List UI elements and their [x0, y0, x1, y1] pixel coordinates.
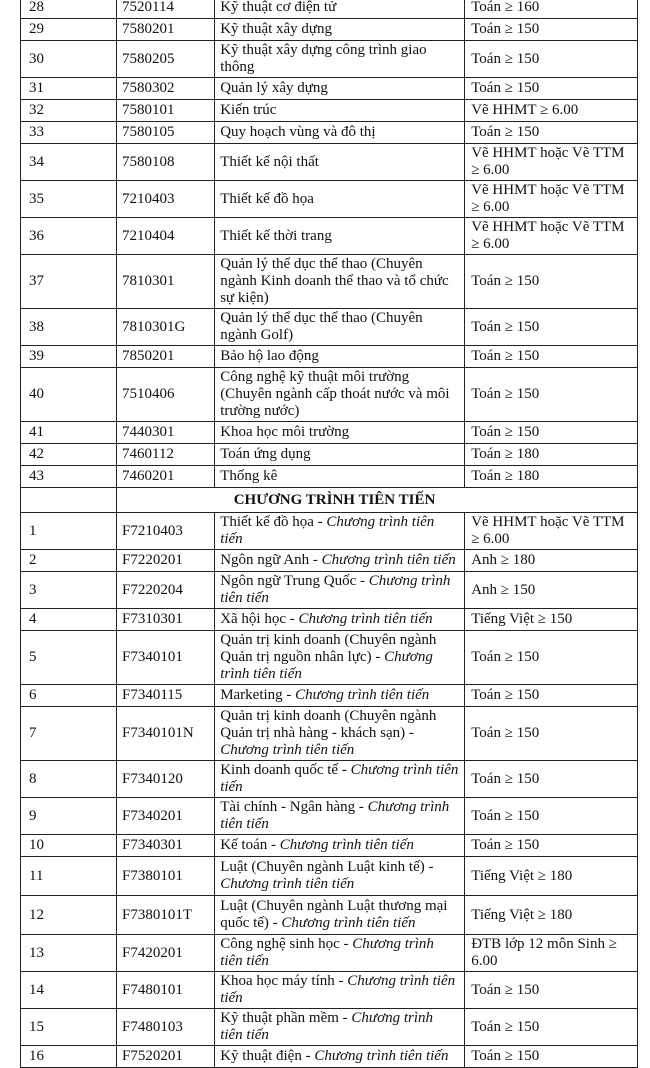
row-number: 33 [21, 122, 117, 144]
table-row [21, 572, 638, 609]
table-body-advanced [21, 513, 638, 1068]
major-code: F7220204 [117, 572, 215, 609]
major-name-text: Thiết kế nội thất [220, 153, 319, 170]
table-row [21, 835, 638, 857]
table-row [21, 896, 638, 935]
table-body-standard [21, 0, 638, 488]
table-row [21, 707, 638, 761]
row-number: 9 [21, 798, 117, 835]
row-number: 2 [21, 550, 117, 572]
major-code: 7510406 [117, 368, 215, 422]
major-code: F7380101 [117, 857, 215, 896]
admission-requirement: Vẽ HHMT hoặc Vẽ TTM ≥ 6.00 [465, 513, 638, 550]
table-row [21, 181, 638, 218]
row-number: 6 [21, 685, 117, 707]
major-name [215, 896, 465, 935]
major-code: F7210403 [117, 513, 215, 550]
table-section-advanced [21, 488, 638, 513]
row-number: 11 [21, 857, 117, 896]
major-name [215, 368, 465, 422]
major-name-text: Kỹ thuật xây dựng công trình giao thông [220, 42, 427, 75]
admission-requirement: Tiếng Việt ≥ 180 [465, 896, 638, 935]
major-name [215, 181, 465, 218]
major-name-text: Marketing - [220, 687, 296, 703]
major-name-text: Thiết kế đồ họa - [220, 514, 327, 530]
major-name [215, 19, 465, 41]
admission-requirement: Toán ≥ 150 [465, 368, 638, 422]
admission-requirement: Toán ≥ 150 [465, 346, 638, 368]
table-row [21, 19, 638, 41]
major-code: F7340201 [117, 798, 215, 835]
table-row [21, 368, 638, 422]
row-number: 8 [21, 761, 117, 798]
admission-requirement: Toán ≥ 150 [465, 798, 638, 835]
table-row [21, 100, 638, 122]
row-number: 43 [21, 466, 117, 488]
row-number: 35 [21, 181, 117, 218]
table-row [21, 466, 638, 488]
table-row [21, 972, 638, 1009]
major-name [215, 857, 465, 896]
major-name-text: Kiến trúc [220, 102, 277, 118]
major-name [215, 0, 465, 19]
admission-requirement: Vẽ HHMT hoặc Vẽ TTM ≥ 6.00 [465, 181, 638, 218]
major-name [215, 835, 465, 857]
major-name-text: Kỹ thuật xây dựng [220, 21, 333, 37]
program-label: Chương trình tiên tiến [220, 876, 355, 892]
major-name-text: Ngôn ngữ Trung Quốc - [220, 573, 369, 589]
major-name-text: Công nghệ kỹ thuật môi trường (Chuyên ngành cấp thoát nước và môi trường nước) [220, 369, 450, 419]
admission-requirement: Toán ≥ 150 [465, 707, 638, 761]
major-code: 7810301 [117, 255, 215, 309]
major-name [215, 122, 465, 144]
table-row [21, 41, 638, 78]
major-name-text: Công nghệ sinh học - [220, 936, 353, 952]
row-number: 38 [21, 309, 117, 346]
row-number: 29 [21, 19, 117, 41]
major-name [215, 422, 465, 444]
admission-requirement: Anh ≥ 180 [465, 550, 638, 572]
major-name-text: Quản trị kinh doanh (Chuyên ngành Quản trị nguồn nhân lực) - [220, 632, 437, 665]
row-number: 4 [21, 609, 117, 631]
major-name [215, 218, 465, 255]
table-row [21, 346, 638, 368]
major-code: F7520201 [117, 1046, 215, 1068]
major-name-text: Khoa học máy tính - [220, 973, 348, 989]
admission-requirement: Toán ≥ 150 [465, 1009, 638, 1046]
admission-requirement: Vẽ HHMT hoặc Vẽ TTM ≥ 6.00 [465, 218, 638, 255]
major-code: F7480103 [117, 1009, 215, 1046]
admission-requirement: Toán ≥ 150 [465, 631, 638, 685]
table-row [21, 78, 638, 100]
major-name [215, 550, 465, 572]
major-name [215, 609, 465, 631]
admission-requirement: Toán ≥ 160 [465, 0, 638, 19]
major-name [215, 466, 465, 488]
major-code: F7480101 [117, 972, 215, 1009]
major-code: 7520114 [117, 0, 215, 19]
program-label: Chương trình tiên tiến [220, 973, 456, 1006]
major-name [215, 761, 465, 798]
admission-requirement: Toán ≥ 150 [465, 78, 638, 100]
major-name [215, 572, 465, 609]
major-code: 7460112 [117, 444, 215, 466]
table-row [21, 1046, 638, 1068]
major-code: 7440301 [117, 422, 215, 444]
program-label: Chương trình tiên tiến [298, 611, 433, 627]
program-label: Chương trình tiên tiến [220, 1010, 434, 1043]
row-number: 28 [21, 0, 117, 19]
major-name [215, 1046, 465, 1068]
major-name-text: Kế toán - [220, 837, 280, 853]
major-name-text: Ngôn ngữ Anh - [220, 552, 322, 568]
row-number: 16 [21, 1046, 117, 1068]
major-name-text: Quản lý thể dục thể thao (Chuyên ngành Golf) [220, 310, 423, 343]
program-label: Chương trình tiên tiến [295, 687, 430, 703]
major-code: F7340101N [117, 707, 215, 761]
major-code: F7340101 [117, 631, 215, 685]
major-code: 7580205 [117, 41, 215, 78]
admission-requirement: Vẽ HHMT ≥ 6.00 [465, 100, 638, 122]
major-name-text: Kỹ thuật cơ điện tử [220, 0, 337, 15]
major-name-text: Khoa học môi trường [220, 424, 350, 440]
major-name [215, 513, 465, 550]
row-number: 12 [21, 896, 117, 935]
major-name-text: Kinh doanh quốc tế - [220, 762, 351, 778]
row-number: 5 [21, 631, 117, 685]
admission-table [20, 0, 638, 1068]
admission-requirement: Toán ≥ 150 [465, 122, 638, 144]
table-row [21, 218, 638, 255]
major-code: 7210403 [117, 181, 215, 218]
row-number: 30 [21, 41, 117, 78]
row-number: 3 [21, 572, 117, 609]
admission-requirement: Toán ≥ 150 [465, 255, 638, 309]
admission-requirement: Toán ≥ 180 [465, 444, 638, 466]
major-code: 7580108 [117, 144, 215, 181]
row-number: 31 [21, 78, 117, 100]
major-name-text: Bảo hộ lao động [220, 348, 319, 364]
table-row [21, 422, 638, 444]
major-code: F7420201 [117, 935, 215, 972]
major-code: 7810301G [117, 309, 215, 346]
table-row [21, 761, 638, 798]
major-code: 7580101 [117, 100, 215, 122]
major-code: 7460201 [117, 466, 215, 488]
row-number: 32 [21, 100, 117, 122]
table-row [21, 550, 638, 572]
admission-requirement: Anh ≥ 150 [465, 572, 638, 609]
major-name [215, 100, 465, 122]
admission-requirement: Vẽ HHMT hoặc Vẽ TTM ≥ 6.00 [465, 144, 638, 181]
major-code: F7340301 [117, 835, 215, 857]
program-label: Chương trình tiên tiến [220, 649, 433, 682]
program-label: Chương trình tiên tiến [220, 514, 435, 547]
table-row [21, 144, 638, 181]
row-number: 41 [21, 422, 117, 444]
major-code: 7580201 [117, 19, 215, 41]
program-label: Chương trình tiên tiến [220, 762, 459, 795]
admission-requirement: Tiếng Việt ≥ 150 [465, 609, 638, 631]
admission-requirement: Tiếng Việt ≥ 180 [465, 857, 638, 896]
table-row [21, 857, 638, 896]
admission-requirement: Toán ≥ 150 [465, 41, 638, 78]
major-name-text: Luật (Chuyên ngành Luật thương mại quốc tế) - [220, 898, 448, 931]
program-label: Chương trình tiên tiến [279, 837, 414, 853]
major-name [215, 631, 465, 685]
major-code: F7310301 [117, 609, 215, 631]
table-row [21, 798, 638, 835]
admission-requirement: Toán ≥ 150 [465, 309, 638, 346]
admission-requirement: Toán ≥ 150 [465, 422, 638, 444]
major-name-text: Quản trị kinh doanh (Chuyên ngành Quản trị nhà hàng - khách sạn) - [220, 708, 437, 741]
table-row [21, 609, 638, 631]
program-label: Chương trình tiên tiến [220, 936, 434, 969]
major-name [215, 309, 465, 346]
major-name-text: Quy hoạch vùng và đô thị [220, 124, 376, 140]
row-number: 36 [21, 218, 117, 255]
major-name [215, 707, 465, 761]
table-row [21, 1009, 638, 1046]
major-name-text: Kỹ thuật phần mềm - [220, 1010, 352, 1026]
section-header-blank [21, 488, 117, 513]
row-number: 13 [21, 935, 117, 972]
table-row [21, 309, 638, 346]
row-number: 37 [21, 255, 117, 309]
table-row [21, 444, 638, 466]
row-number: 7 [21, 707, 117, 761]
major-code: F7340115 [117, 685, 215, 707]
major-code: 7210404 [117, 218, 215, 255]
row-number: 14 [21, 972, 117, 1009]
major-name-text: Quản lý thể dục thể thao (Chuyên ngành Kinh doanh thể thao và tổ chức sự kiện) [220, 256, 449, 306]
major-name [215, 78, 465, 100]
major-name-text: Tài chính - Ngân hàng - [220, 799, 368, 815]
admission-requirement: Toán ≥ 150 [465, 761, 638, 798]
major-name-text: Thống kê [220, 468, 278, 484]
major-name-text: Quản lý xây dựng [220, 80, 328, 96]
major-name-text: Kỹ thuật điện - [220, 1048, 315, 1064]
table-row [21, 685, 638, 707]
major-code: 7850201 [117, 346, 215, 368]
major-name [215, 444, 465, 466]
program-label: Chương trình tiên tiến [220, 742, 355, 758]
section-header-row [21, 488, 638, 513]
major-name-text: Luật (Chuyên ngành Luật kinh tế) - [220, 859, 434, 875]
major-code: F7340120 [117, 761, 215, 798]
program-label: Chương trình tiên tiến [281, 915, 416, 931]
program-label: Chương trình tiên tiến [220, 799, 450, 832]
program-label: Chương trình tiên tiến [321, 552, 456, 568]
table-row [21, 935, 638, 972]
major-name [215, 935, 465, 972]
admission-requirement: ĐTB lớp 12 môn Sinh ≥ 6.00 [465, 935, 638, 972]
major-name [215, 972, 465, 1009]
admission-requirement: Toán ≥ 150 [465, 685, 638, 707]
major-code: 7580302 [117, 78, 215, 100]
major-code: 7580105 [117, 122, 215, 144]
section-title: CHƯƠNG TRÌNH TIÊN TIẾN [117, 488, 638, 513]
major-code: F7380101T [117, 896, 215, 935]
table-row [21, 122, 638, 144]
table-row [21, 513, 638, 550]
table-row [21, 0, 638, 19]
major-name [215, 685, 465, 707]
program-label: Chương trình tiên tiến [220, 573, 451, 606]
major-name [215, 41, 465, 78]
row-number: 1 [21, 513, 117, 550]
major-name [215, 798, 465, 835]
table-row [21, 631, 638, 685]
row-number: 40 [21, 368, 117, 422]
major-name-text: Thiết kế thời trang [220, 227, 332, 244]
admission-requirement: Toán ≥ 150 [465, 835, 638, 857]
major-name [215, 346, 465, 368]
admission-requirement: Toán ≥ 150 [465, 1046, 638, 1068]
major-name-text: Xã hội học - [220, 611, 299, 627]
major-name [215, 144, 465, 181]
major-name-text: Thiết kế đồ họa [220, 190, 314, 207]
program-label: Chương trình tiên tiến [314, 1048, 449, 1064]
major-name-text: Toán ứng dụng [220, 446, 311, 462]
row-number: 34 [21, 144, 117, 181]
admission-requirement: Toán ≥ 150 [465, 19, 638, 41]
table-row [21, 255, 638, 309]
admission-requirement: Toán ≥ 150 [465, 972, 638, 1009]
major-name [215, 1009, 465, 1046]
major-name [215, 255, 465, 309]
admission-requirement: Toán ≥ 180 [465, 466, 638, 488]
major-code: F7220201 [117, 550, 215, 572]
row-number: 10 [21, 835, 117, 857]
row-number: 39 [21, 346, 117, 368]
row-number: 42 [21, 444, 117, 466]
row-number: 15 [21, 1009, 117, 1046]
